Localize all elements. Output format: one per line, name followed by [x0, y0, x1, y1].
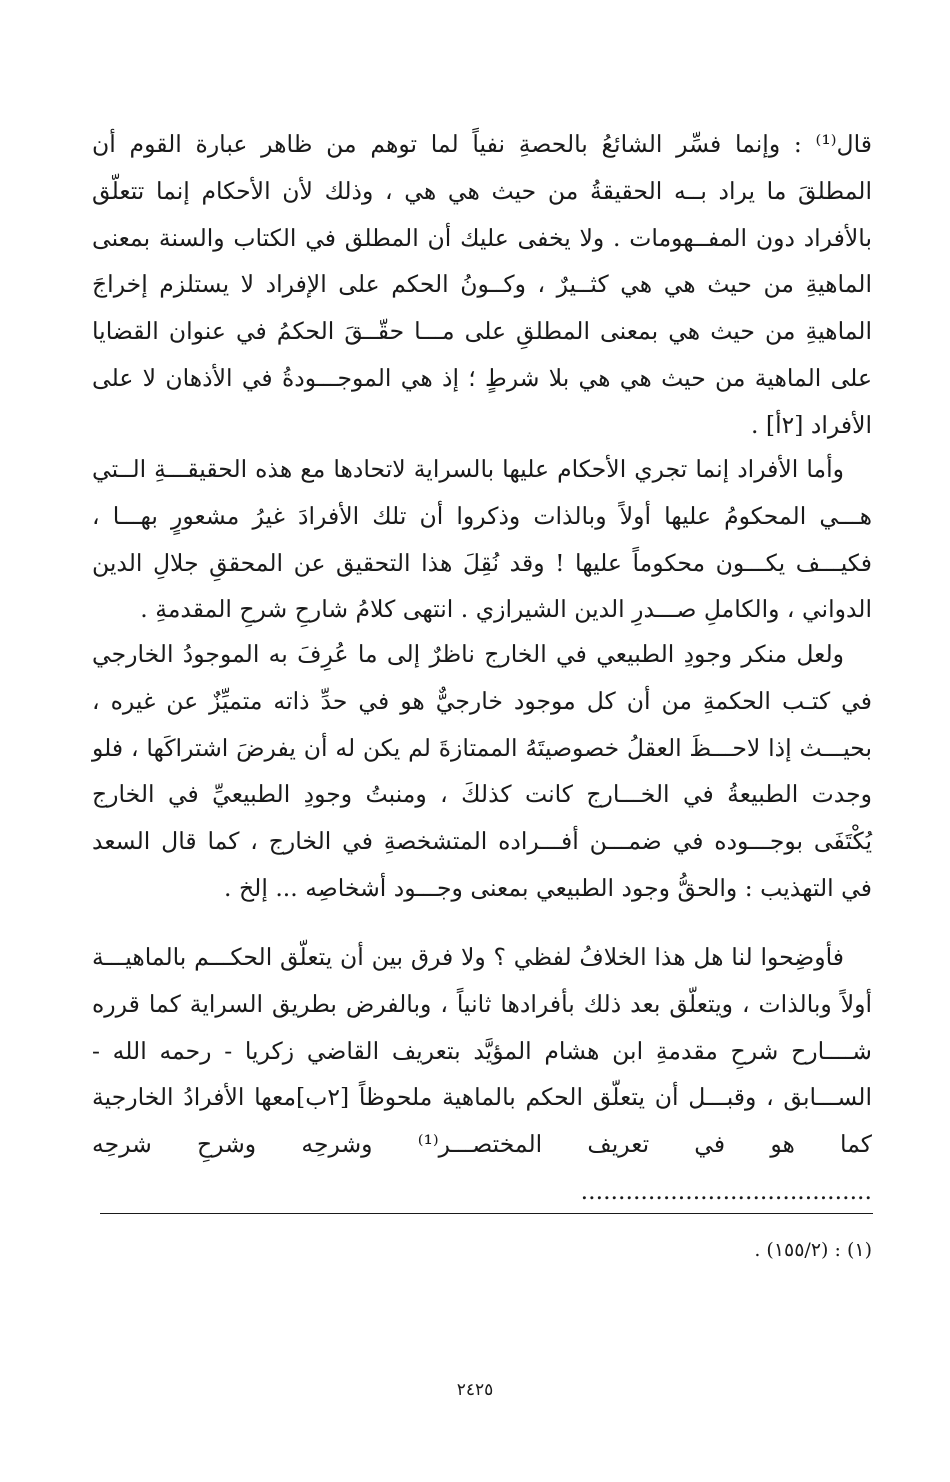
body-paragraph-2	[92, 446, 872, 633]
footnote: (١) : (١٥٥/٢) .	[754, 1239, 872, 1261]
paragraph-text: وأما الأفراد إنما تجري الأحكام عليها بالسراية لاتحادها مع هذه الحقيقـــةِ الــتي هـــي المحكومُ عليها أولاً وبالذات وذكروا أن تلك الأفرادَ غيرُ مشعورٍ بهـــا ، فكيـــف يكـــون محكوماً عليها ! وقد نُقِلَ هذا التحقيق عن المحققِ جلالِ الدين الدواني ، والكاملِ صـــدرِ الدين الشيرازي . انتهى كلامُ شارحِ شرحِ المقدمةِ .	[92, 455, 872, 624]
paragraph-text: فأوضِحوا لنا هل هذا الخلافُ لفظي ؟ ولا فرق بين أن يتعلّق الحكـــم بالماهيـــة أولاً وبالذات ، ويتعلّق بعد ذلك بأفرادها ثانياً ، وبالفرض بطريق السراية كما قرره شــــارح شرحِ مقدمةِ ابن هشام المؤيَّد بتعريف القاضي زكريا - رحمه الله - الســـابق ، وقبـــل أن يتعلّق الحكم بالماهية ملحوظاً [٢ب]معها الأفرادُ الخارجية كما هو في تعريف المختصـــر⁽¹⁾ وشرحِه وشرحِ شرحِه .......................................	[92, 943, 872, 1205]
paragraph-text: ولعل منكر وجودِ الطبيعي في الخارج ناظرٌ إلى ما عُرِفَ به الموجودُ الخارجي في كتـب الحكمةِ من أن كل موجود خارجيٌّ هو في حدِّ ذاته متميِّزٌ عن غيره ، بحيـــث إذا لاحـــظَ العقلُ خصوصيتَهُ الممتازةَ لم يكن له أن يفرضَ اشتراكَها ، فلو وجدت الطبيعةُ في الخـــارج كانت كذلكَ ، ومنبتُ وجودِ الطبيعيِّ في الخارج يُكْتَفَى بوجـــوده في ضمـــن أفـــراده المتشخصةِ في الخارج ، كما قال السعد في التهذيب : والحقُّ وجود الطبيعي بمعنى وجـــود أشخاصِه ... إلخ .	[92, 640, 872, 902]
page-number: ٢٤٢٥	[456, 1380, 494, 1400]
body-paragraph-4	[92, 934, 872, 1215]
paragraph-text: قال⁽¹⁾ : وإنما فسِّر الشائعُ بالحصةِ نفياً لما توهم من ظاهر عبارة القوم أن المطلقَ ما يراد بــه الحقيقةُ من حيث هي هي ، وذلك لأن الأحكام إنما تتعلّق بالأفراد دون المفــهومات . ولا يخفى عليك أن المطلق في الكتاب والسنة بمعنى الماهيةِ من حيث هي هي كثــيرٌ ، وكــونُ الحكم على الإفراد لا يستلزم إخراجَ الماهيةِ من حيث هي بمعنى المطلقِ على مـــا حقّــقَ الحكمُ في عنوان القضايا على الماهية من حيث هي هي بلا شرطٍ ؛ إذ هي الموجـــودةُ في الأذهان لا على الأفراد [٢أ] .	[92, 130, 872, 439]
body-paragraph-3	[92, 631, 872, 912]
footnote-separator	[100, 1213, 873, 1214]
body-paragraph-1	[92, 121, 872, 449]
